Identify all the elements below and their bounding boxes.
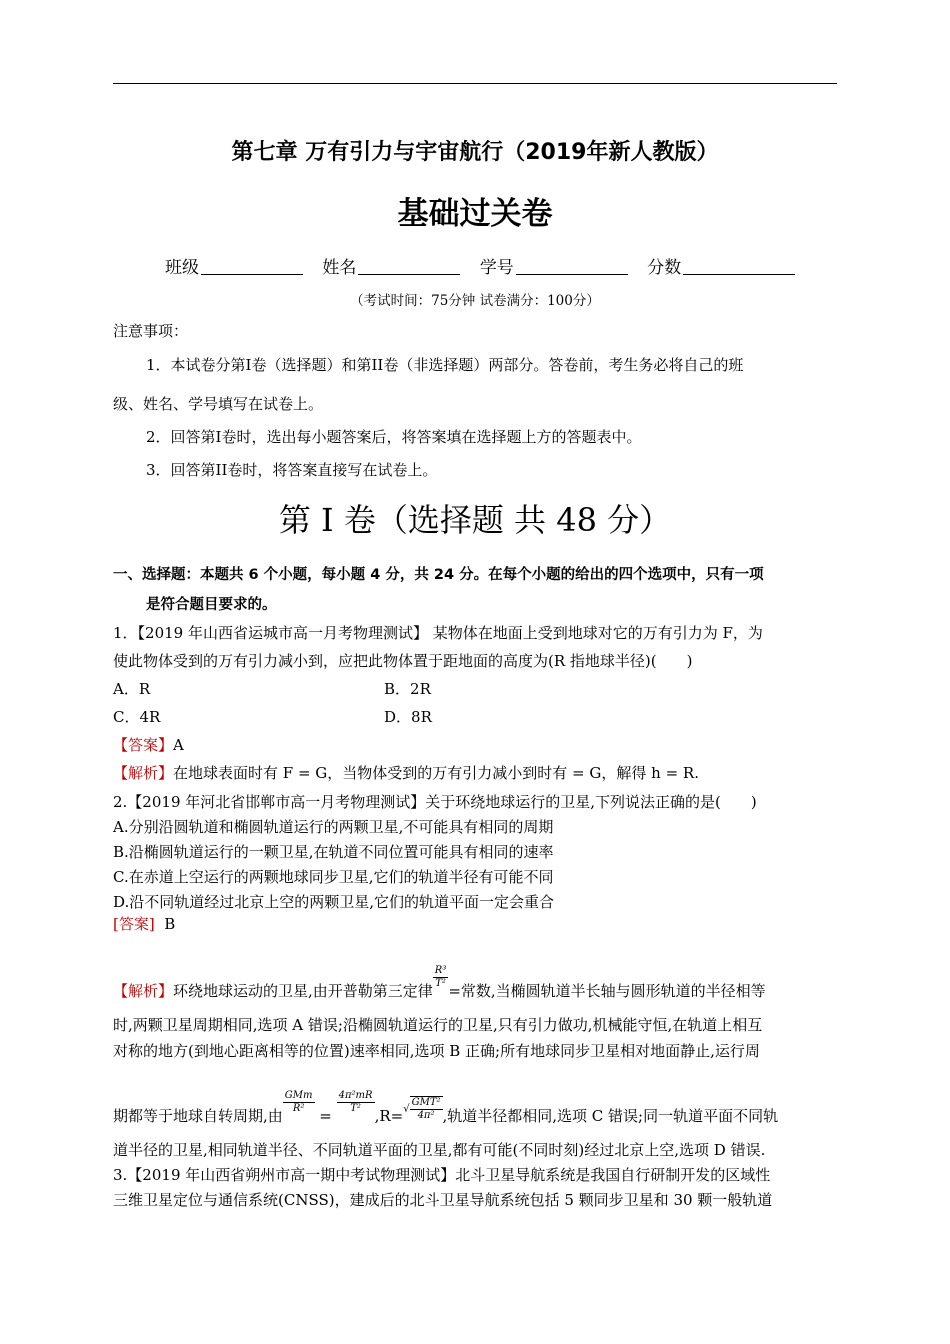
q2-option-b: B.沿椭圆轨道运行的一颗卫星,在轨道不同位置可能具有相同的速率 bbox=[113, 843, 554, 861]
answer-value: A bbox=[173, 736, 184, 754]
q2-analysis-line: 时,两颗卫星周期相同,选项 A 错误;沿椭圆轨道运行的卫星,只有引力做功,机械能守恒,在轨道上相互 bbox=[113, 1016, 763, 1034]
class-label: 班级 bbox=[165, 258, 199, 278]
notes-heading: 注意事项： bbox=[113, 322, 189, 340]
paper-title: 基础过关卷 bbox=[397, 196, 553, 232]
note-item: 1．本试卷分第I卷（选择题）和第II卷（非选择题）两部分。答卷前，考生务必将自己的班 bbox=[146, 356, 744, 374]
q2-option-d: D.沿不同轨道经过北京上空的两颗卫星,它们的轨道平面一定会重合 bbox=[113, 893, 555, 911]
q1-stem-line: 1．【2019 年山西省运城市高一月考物理测试】 某物体在地面上受到地球对它的万有引力为 F，为 bbox=[113, 624, 763, 642]
score-blank[interactable] bbox=[683, 257, 795, 275]
answer-label: [答案] bbox=[113, 915, 155, 933]
name-blank[interactable] bbox=[358, 257, 460, 275]
q1-option-b: B．2R bbox=[384, 680, 431, 698]
gravity-formula-rhs: $\frac{\text{4π²mR}}{\text{T²}}$ bbox=[338, 1090, 373, 1114]
q2-analysis-line: 对称的地方(到地心距离相等的位置)速率相同,选项 B 正确;所有地球同步卫星相对地面静止,运行周 bbox=[113, 1042, 760, 1060]
q2-option-c: C.在赤道上空运行的两颗地球同步卫星,它们的轨道半径有可能不同 bbox=[113, 868, 554, 886]
q2-analysis-line: 道半径的卫星,相同轨道半径、不同轨道平面的卫星,都有可能(不同时刻)经过北京上空,选项 D 错误. bbox=[113, 1141, 766, 1159]
score-label: 分数 bbox=[647, 258, 682, 278]
q3-stem-line: 三维卫星定位与通信系统(CNSS)，建成后的北斗卫星导航系统包括 5 颗同步卫星和 30 颗一般轨道 bbox=[113, 1191, 773, 1209]
gravity-formula-lhs: $\frac{\text{GMm}}{\text{R²}}$ bbox=[284, 1090, 313, 1114]
answer-value: B bbox=[164, 915, 176, 933]
top-rule bbox=[113, 83, 837, 84]
class-blank[interactable] bbox=[201, 257, 303, 275]
q2-analysis-line: 【解析】环绕地球运动的卫星,由开普勒第三定律 $\frac{\text{R³}}{\text{T²}}$ =常数,当椭圆轨道半长轴与圆形轨道的半径相等 bbox=[113, 965, 766, 1000]
q2-analysis-line: 期都等于地球自转周期,由 $\frac{\text{GMm}}{\text{R²}}$ = $\frac{\text{4π²mR}}{\text{T²}}$ ,R=√ $\frac{\text{GMT²}}{\text{4π²}}$ ,轨道半径都相同,选项 C 错误;同一轨道平面不同轨 bbox=[113, 1090, 779, 1125]
student-info-fields bbox=[165, 253, 809, 278]
kepler-formula: $\frac{\text{R³}}{\text{T²}}$ bbox=[434, 965, 447, 989]
note-item: 2．回答第I卷时，选出每小题答案后，将答案填在选择题上方的答题表中。 bbox=[146, 428, 642, 446]
answer-label: 【答案】 bbox=[113, 736, 174, 754]
section-title: 第 I 卷（选择题 共 48 分） bbox=[278, 501, 672, 539]
q1-analysis bbox=[113, 762, 699, 784]
q1-option-a: A．R bbox=[113, 680, 151, 698]
q1-option-c: C．4R bbox=[113, 708, 161, 726]
q2-answer bbox=[113, 913, 175, 935]
instructions-line: 是符合题目要求的。 bbox=[146, 597, 277, 613]
q1-stem-line: 使此物体受到的万有引力减小到，应把此物体置于距地面的高度为(R 指地球半径)( ) bbox=[113, 652, 693, 670]
chapter-title: 第七章 万有引力与宇宙航行（2019年新人教版） bbox=[231, 140, 719, 165]
instructions-line: 一、选择题：本题共 6 个小题，每小题 4 分，共 24 分。在每个小题的给出的四个选项中，只有一项 bbox=[113, 567, 764, 583]
analysis-label: 【解析】 bbox=[113, 764, 174, 782]
q1-option-d: D．8R bbox=[384, 708, 432, 726]
exam-info: （考试时间：75分钟 试卷满分：100分） bbox=[350, 293, 600, 309]
name-label: 姓名 bbox=[322, 258, 357, 278]
student-id-blank[interactable] bbox=[516, 257, 628, 275]
note-item: 3．回答第II卷时，将答案直接写在试卷上。 bbox=[146, 461, 438, 479]
q1-answer bbox=[113, 734, 184, 756]
radius-sqrt-formula: √ $\frac{\text{GMT²}}{\text{4π²}}$ bbox=[403, 1096, 441, 1121]
analysis-text: 在地球表面时有 F = G，当物体受到的万有引力减小到时有 = G，解得 h = R. bbox=[173, 764, 699, 782]
q2-stem: 2.【2019 年河北省邯郸市高一月考物理测试】关于环绕地球运行的卫星,下列说法正确的是( ) bbox=[113, 793, 757, 811]
q3-stem-line: 3.【2019 年山西省朔州市高一期中考试物理测试】北斗卫星导航系统是我国自行研制开发的区域性 bbox=[113, 1166, 771, 1184]
q2-option-a: A.分别沿圆轨道和椭圆轨道运行的两颗卫星,不可能具有相同的周期 bbox=[113, 818, 554, 836]
student-id-label: 学号 bbox=[479, 258, 514, 278]
note-item: 级、姓名、学号填写在试卷上。 bbox=[113, 395, 324, 413]
analysis-label: 【解析】 bbox=[113, 982, 174, 1000]
